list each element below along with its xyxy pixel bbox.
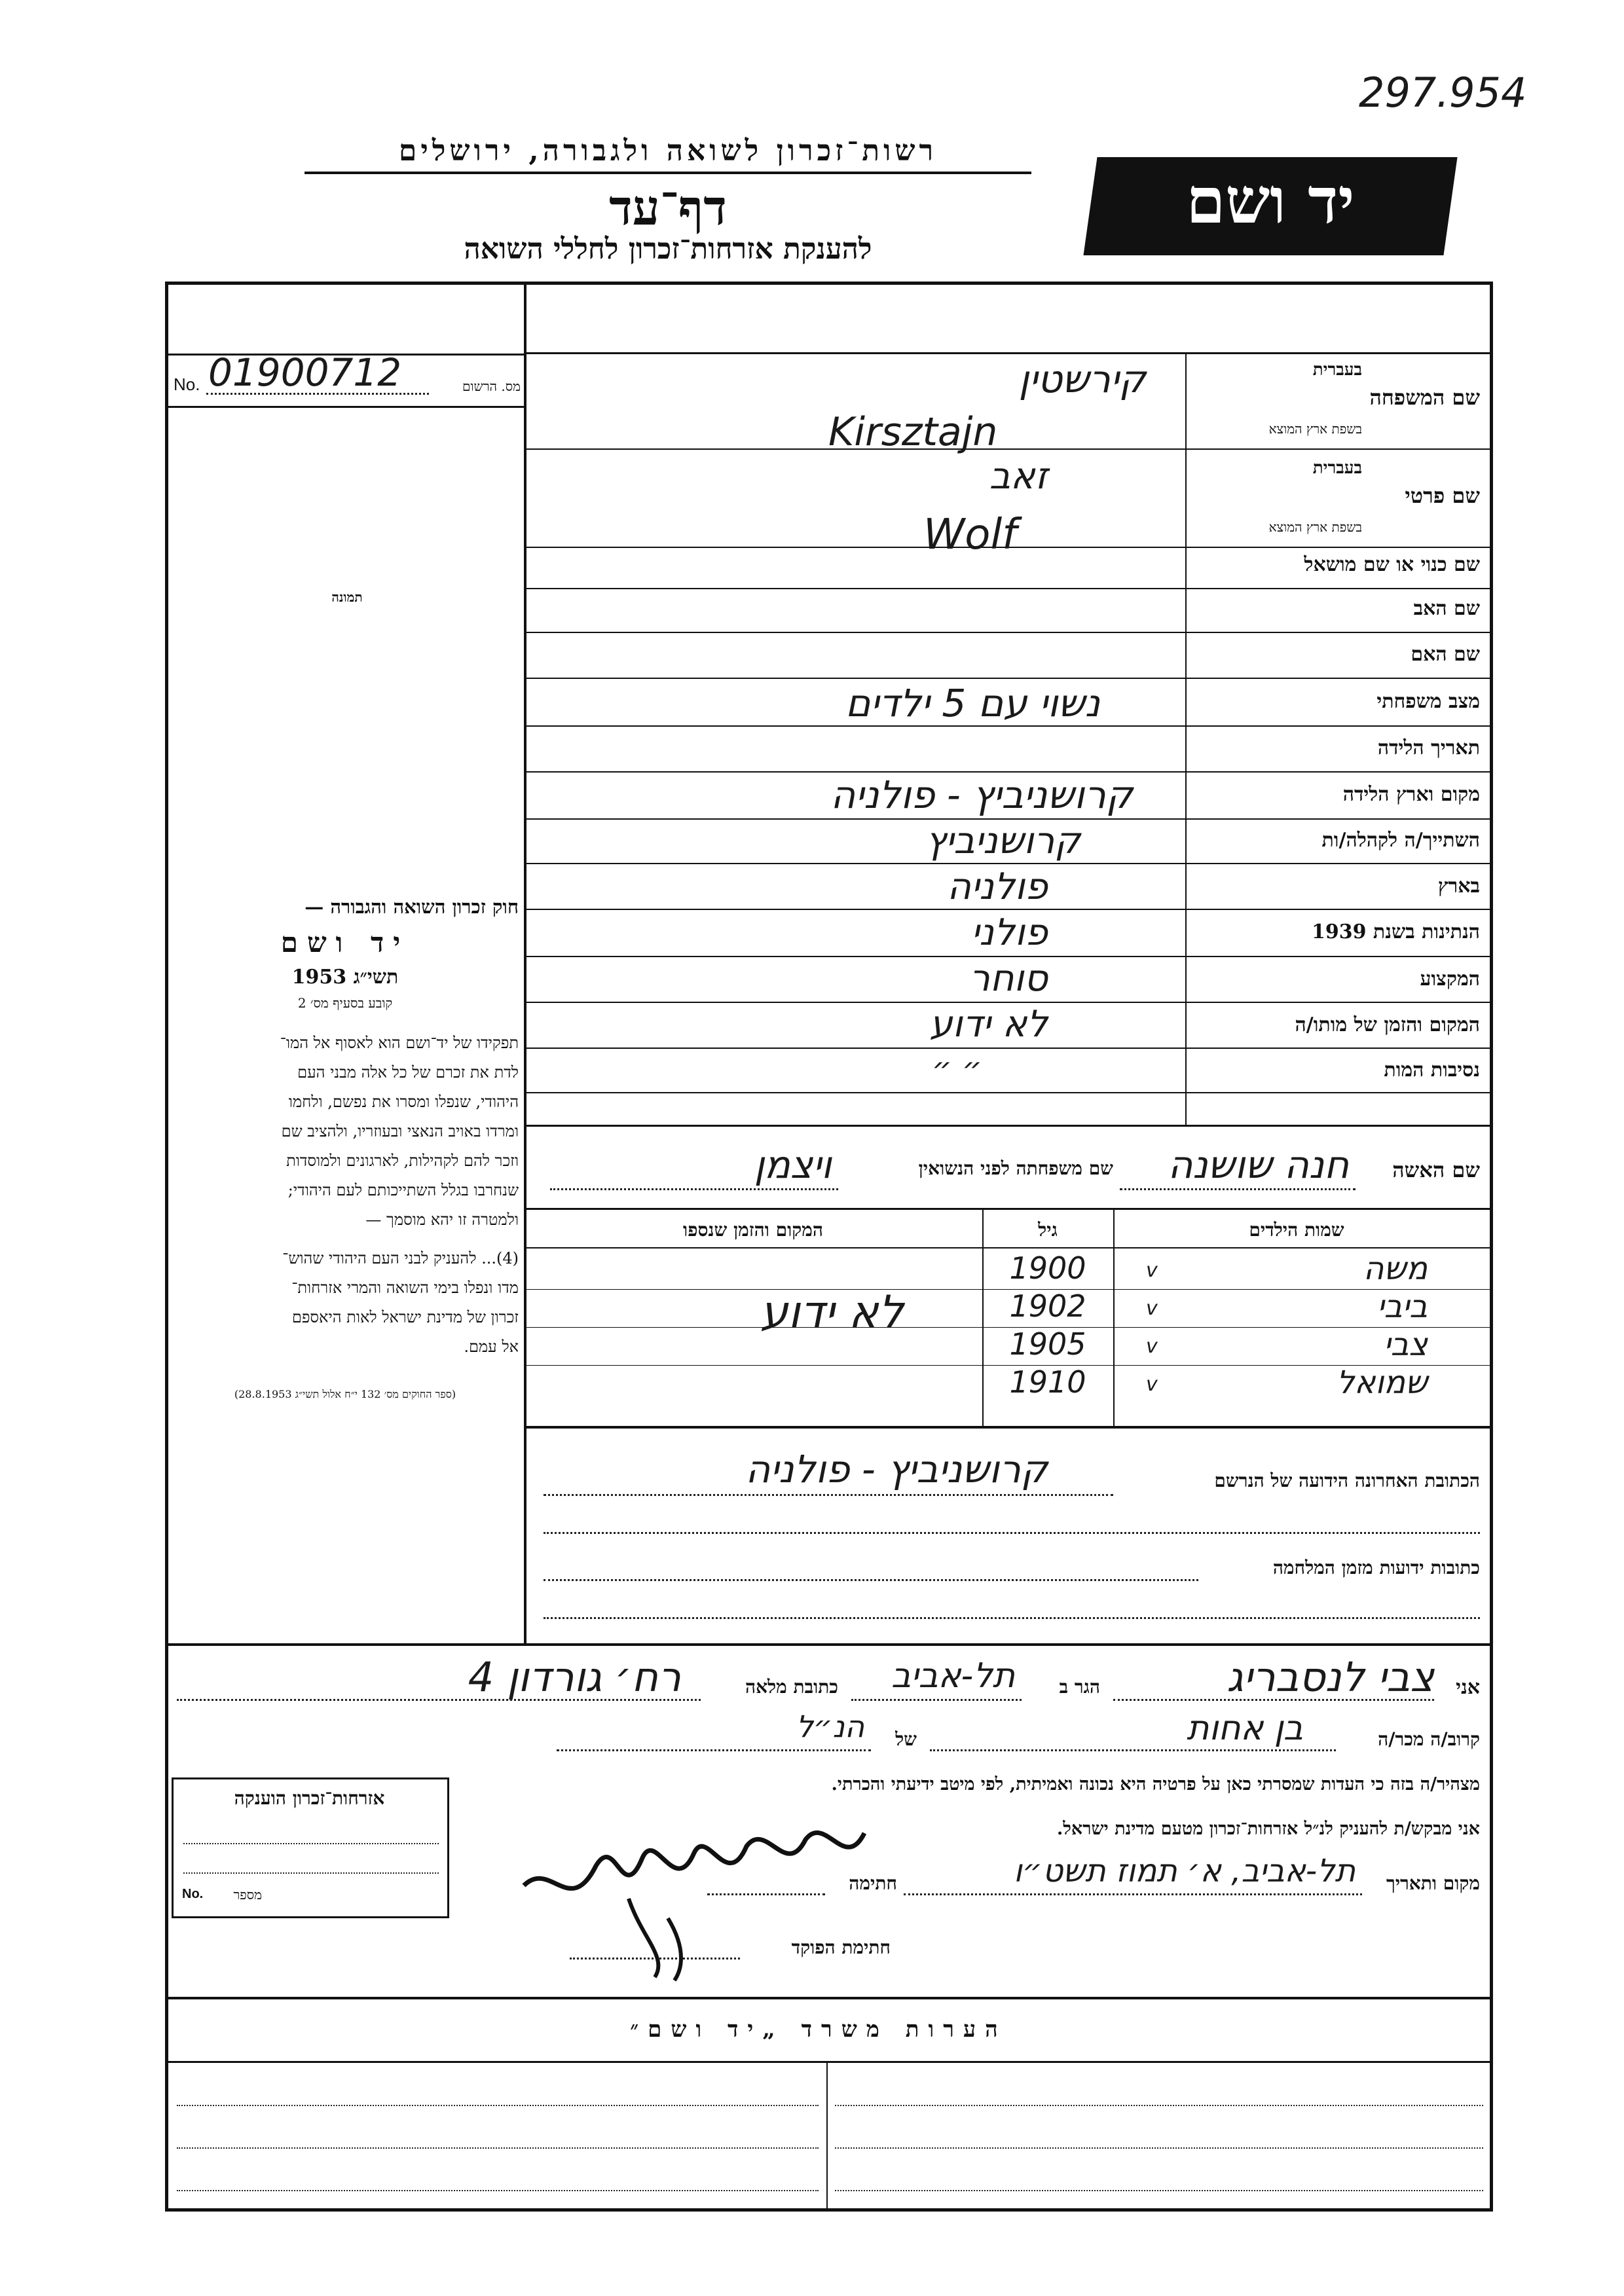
left-column-divider <box>524 283 526 1645</box>
war-addresses-dots-2 <box>544 1617 1480 1619</box>
maiden-name-value: ויצמן <box>754 1142 832 1187</box>
marital-label: מצב משפחתי <box>1376 690 1480 713</box>
birth-place-value: קרושניביץ - פולניה <box>830 773 1133 817</box>
office-remarks-title: הערות משרד „יד ושם״ <box>630 2016 1007 2043</box>
registration-dots <box>206 393 429 395</box>
last-address-value: קרושניביץ - פולניה <box>745 1447 1048 1491</box>
right-top-rule <box>525 352 1491 354</box>
declarant-name: צבי לנסבריג <box>1227 1653 1434 1701</box>
birth-date-label: תאריך הלידה <box>1377 737 1480 759</box>
law-line: שנחרבו בגלל השתייכותם לעם היהודי; <box>287 1181 519 1199</box>
last-address-dots <box>544 1494 1113 1496</box>
law-paragraph-1 <box>172 1029 519 1235</box>
family-name-label: שם המשפחה <box>1369 385 1480 410</box>
row-rule-4 <box>525 632 1491 633</box>
law-line: ולמטרה זו יהא מוסמך — <box>365 1211 519 1229</box>
family-name-hebrew-sublabel: בעברית <box>1312 360 1362 380</box>
of-label: של <box>895 1728 917 1750</box>
remarks-center-divider <box>826 2062 828 2210</box>
resident-label: הגר ב <box>1059 1676 1100 1698</box>
country-value: פולניה <box>947 866 1048 908</box>
signature-label: חתימה <box>849 1872 897 1894</box>
law-year: תשי״ג 1953 <box>291 966 399 989</box>
child-age: 1905 <box>1009 1326 1086 1362</box>
citizenship-number-label: מספר <box>233 1887 262 1903</box>
addresses-bottom-rule <box>167 1643 1491 1646</box>
row-rule-13 <box>525 1048 1491 1049</box>
family-name-hebrew-value: קירשטין <box>1018 357 1146 401</box>
law-line: תפקידו של יד־ושם הוא לאסוף אל המו־ <box>280 1034 519 1052</box>
death-circ-label: נסיבות המות <box>1384 1059 1480 1082</box>
relation-value: בן אחות <box>1187 1709 1303 1748</box>
children-header-rule <box>525 1247 1491 1248</box>
law-line: מדו ונפלו בימי השואה והמרי אזרחות־ <box>291 1279 519 1297</box>
remarks-dots-2 <box>835 2105 1483 2106</box>
declarant-city: תל-אביב <box>891 1656 1015 1696</box>
row-rule-5 <box>525 678 1491 679</box>
archive-number: 297.954 <box>1359 69 1527 117</box>
photo-label: תמונה <box>331 589 363 605</box>
family-name-native-sublabel: בשפת ארץ המוצא <box>1268 421 1362 437</box>
row-rule-1 <box>525 448 1491 450</box>
children-bottom-rule <box>525 1426 1491 1429</box>
wife-label: שם האשה <box>1392 1157 1480 1182</box>
remarks-dots-5 <box>177 2190 819 2191</box>
citizenship-no: No. <box>182 1887 204 1901</box>
law-line: וזכר להם לקהילות, לארגונים ולמוסדות <box>286 1152 519 1170</box>
child-check-mark: v <box>1146 1335 1158 1358</box>
death-place-value: לא ידוע <box>929 1003 1048 1046</box>
child-check-mark: v <box>1146 1373 1158 1396</box>
city-dots <box>851 1699 1022 1701</box>
logo-text: יד ושם <box>1186 164 1355 238</box>
law-line: אל עמם. <box>464 1338 519 1356</box>
country-label: בארץ <box>1437 875 1480 898</box>
law-title: חוק זכרון השואה והגבורה — <box>304 896 519 918</box>
nickname-label: שם כנוי או שם מושאל <box>1304 553 1480 576</box>
row-rule-10 <box>525 909 1491 910</box>
registration-number: 01900712 <box>208 350 402 395</box>
community-value: קרושניביץ <box>925 820 1080 862</box>
child-age: 1900 <box>1009 1250 1086 1286</box>
citizenship-box-title: אזרחות־זכרון הוענקה <box>234 1787 385 1809</box>
first-name-native-sublabel: בשפת ארץ המוצא <box>1268 519 1362 535</box>
citizenship-dots-2 <box>183 1872 439 1874</box>
last-address-dots-2 <box>544 1532 1480 1534</box>
last-address-label: הכתובת האחרונה הידועה של הנרשם <box>1214 1470 1480 1491</box>
wife-dots <box>1120 1188 1356 1190</box>
children-age-header: גיל <box>1038 1219 1058 1241</box>
law-line: היהודי, שנפלו ומסרו את נפשם, ולחמו <box>288 1093 519 1111</box>
wife-bottom-rule <box>525 1208 1491 1210</box>
remarks-dots-3 <box>177 2147 819 2149</box>
law-block <box>172 896 519 1401</box>
first-name-label: שם פרטי <box>1405 483 1480 508</box>
children-divider-names <box>1113 1208 1115 1427</box>
first-name-native-value: Wolf <box>923 511 1017 559</box>
nationality-label: הנתינות בשנת 1939 <box>1311 920 1480 943</box>
label-column-divider <box>1185 352 1187 1125</box>
law-line: ומרדו באויב הנאצי ובעוזריו, ולהציב שם <box>281 1122 519 1140</box>
child-name: ביבי <box>1377 1288 1428 1325</box>
place-date-label: מקום ותאריך <box>1386 1872 1480 1894</box>
law-line: זכרון של מדינת ישראל לאות היאספם <box>291 1308 519 1326</box>
row-rule-9 <box>525 863 1491 864</box>
profession-value: סוחר <box>969 957 1048 1000</box>
row-rule-3 <box>525 588 1491 589</box>
law-name: יד ושם <box>280 926 410 958</box>
declarant-address: רח׳ גורדון 4 <box>468 1653 681 1701</box>
left-regno-rule <box>167 406 525 408</box>
official-signature-label: חתימת הפוקד <box>791 1937 891 1958</box>
children-place-value: לא ידוע <box>760 1286 904 1338</box>
authority-underline <box>304 172 1031 174</box>
nationality-value: פולני <box>970 911 1048 954</box>
child-name: שמואל <box>1336 1364 1428 1401</box>
declarant-i-label: אני <box>1456 1676 1480 1699</box>
of-value: הנ״ל <box>796 1709 864 1744</box>
war-addresses-dots <box>544 1579 1198 1581</box>
marital-value: נשוי עם 5 ילדים <box>845 681 1100 725</box>
remarks-title-rule <box>167 2061 1491 2063</box>
place-date-value: תל-אביב, א׳ תמוז תשט״ו <box>1013 1853 1356 1889</box>
remarks-dots-4 <box>835 2147 1483 2149</box>
form-subtitle: להענקת אזרחות־זכרון לחללי השואה <box>464 232 872 266</box>
remarks-dots-1 <box>177 2105 819 2106</box>
child-age: 1902 <box>1009 1288 1086 1324</box>
profession-label: המקצוע <box>1420 968 1480 991</box>
mother-label: שם האם <box>1411 643 1480 666</box>
remarks-top-rule <box>167 1997 1491 1999</box>
first-name-hebrew-sublabel: בעברית <box>1312 458 1362 478</box>
wife-value: חנה שושנה <box>1168 1142 1349 1187</box>
community-label: השתייך/ה לקהלה/ות <box>1321 829 1480 852</box>
birth-place-label: מקום וארץ הלידה <box>1342 783 1480 806</box>
law-citation: (ספר החוקים מס׳ 132 י״ח אלול תשי״ג 28.8.1953) <box>234 1388 456 1400</box>
authority-line: רשות־זכרון לשואה ולגבורה, ירושלים <box>398 134 938 168</box>
row-rule-15 <box>525 1125 1491 1127</box>
law-paragraph-2 <box>172 1244 519 1362</box>
children-names-header: שמות הילדים <box>1249 1219 1344 1241</box>
relation-dots <box>930 1749 1336 1751</box>
maiden-name-label: שם משפחתה לפני הנשואין <box>918 1157 1113 1179</box>
father-label: שם האב <box>1413 597 1480 620</box>
declarant-name-dots <box>1113 1699 1434 1701</box>
death-circ-value: ״ ״ <box>931 1051 982 1087</box>
family-name-native-value: Kirsztajn <box>828 409 998 455</box>
maiden-dots <box>550 1188 838 1190</box>
declaration-text: מצהיר/ה בזה כי העדות שמסרתי כאן על פרטיה היא נכונה ואמיתית, לפי מיטב ידיעתי והכרתי. <box>831 1774 1480 1795</box>
first-name-hebrew-value: זאב <box>989 455 1048 498</box>
address-label: כתובת מלאה <box>745 1676 838 1698</box>
child-age: 1910 <box>1009 1364 1086 1400</box>
law-line: לדת את זכרם של כל אלה מבני העם <box>297 1063 519 1082</box>
war-addresses-label: כתובות ידועות מזמן המלחמה <box>1272 1557 1480 1578</box>
law-line: (4)... להעניק לבני העם היהודי שהוש־ <box>282 1249 519 1267</box>
row-rule-14 <box>525 1092 1491 1093</box>
row-rule-6 <box>525 725 1491 727</box>
remarks-dots-6 <box>835 2190 1483 2191</box>
child-name: צבי <box>1384 1326 1428 1363</box>
signature-scribble <box>511 1787 877 1984</box>
relation-label: קרוב/ה מכר/ה <box>1378 1728 1480 1750</box>
of-dots <box>557 1749 871 1751</box>
request-text: אני מבקש/ת להעניק לנ״ל אזרחות־זכרון מטעם מדינת ישראל. <box>1056 1819 1480 1839</box>
child-name: משה <box>1363 1250 1428 1287</box>
registration-label: מס. הרשום <box>462 378 521 394</box>
registration-no-prefix: No. <box>174 374 200 394</box>
child-check-mark: v <box>1146 1297 1158 1320</box>
citizenship-dots-1 <box>183 1843 439 1844</box>
address-dots <box>177 1699 701 1701</box>
child-check-mark: v <box>1146 1259 1158 1282</box>
form-title: דף־עד <box>609 180 727 236</box>
law-clause: קובע בסעיף מס׳ 2 <box>297 995 393 1011</box>
death-place-label: המקום והזמן של מותו/ה <box>1295 1013 1480 1036</box>
place-date-dots <box>904 1893 1362 1895</box>
children-place-header: המקום והזמן שנספו <box>683 1219 823 1241</box>
